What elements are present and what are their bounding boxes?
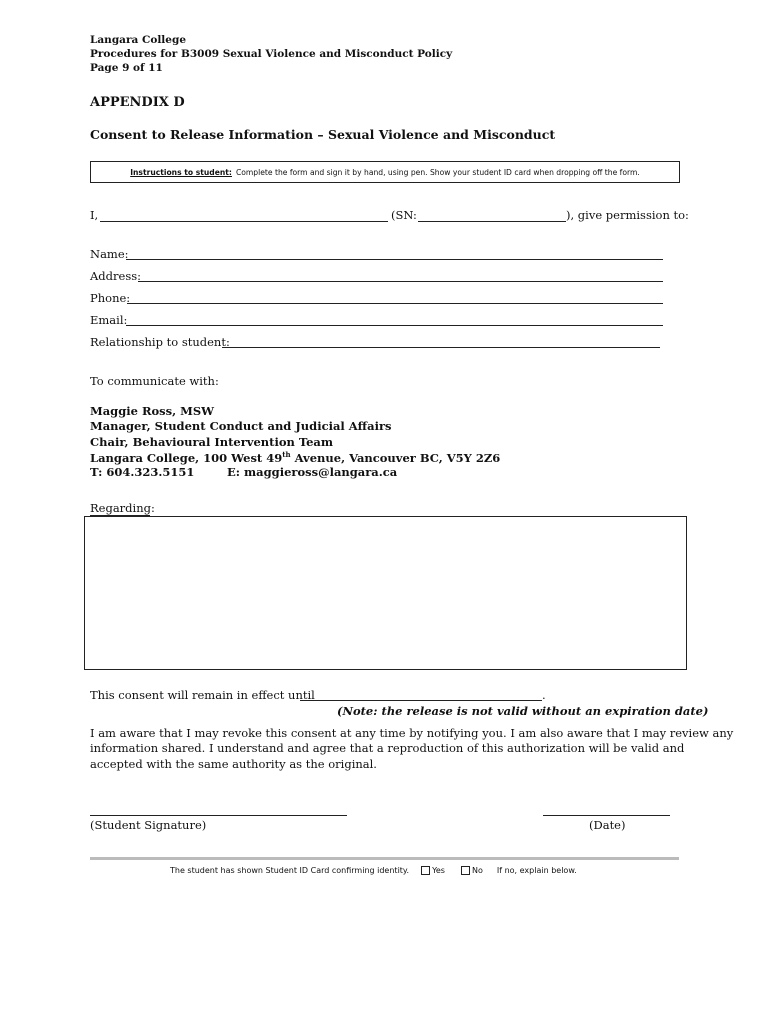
consent-para-2: information shared. I understand and agree that a reproduction of this authorization will be valid and — [90, 741, 685, 755]
header-procedures: Procedures for B3009 Sexual Violence and Misconduct Policy — [90, 48, 453, 60]
recipient-name-field[interactable] — [126, 259, 663, 260]
consent-para-3: accepted with the same authority as the original. — [90, 757, 377, 771]
regarding-textarea[interactable] — [84, 516, 687, 670]
phone-label: Phone: — [90, 291, 131, 305]
student-number-field[interactable] — [418, 221, 566, 222]
relationship-label: Relationship to student: — [90, 335, 230, 349]
recipient-email-field[interactable] — [126, 325, 663, 326]
appendix-title: APPENDIX D — [90, 95, 185, 110]
id-verification-text: The student has shown Student ID Card confirming identity. — [170, 866, 410, 875]
student-signature-label: (Student Signature) — [90, 818, 207, 832]
contact-phone: T: 604.323.5151 — [90, 465, 195, 479]
i-label: I, — [90, 208, 99, 222]
student-signature-field[interactable] — [90, 815, 347, 816]
contact-title: Manager, Student Conduct and Judicial Affairs — [90, 419, 392, 433]
expiration-note: (Note: the release is not valid without an expiration date) — [337, 704, 709, 718]
id-verification-row — [170, 866, 577, 875]
instructions-box — [90, 161, 680, 183]
instructions-label: Instructions to student: — [130, 167, 232, 177]
permission-text: ), give permission to: — [566, 208, 689, 222]
contact-email: E: maggieross@langara.ca — [227, 465, 398, 479]
recipient-address-field[interactable] — [138, 281, 663, 282]
address-label: Address: — [90, 269, 142, 283]
email-label: Email: — [90, 313, 128, 327]
relationship-field[interactable] — [222, 347, 660, 348]
communicate-with-label: To communicate with: — [90, 374, 219, 388]
date-field[interactable] — [543, 815, 670, 816]
expiration-date-field[interactable] — [300, 700, 542, 701]
consent-effect-text: This consent will remain in effect until — [90, 688, 315, 702]
explain-text: If no, explain below. — [496, 866, 577, 875]
instructions-text: Complete the form and sign it by hand, using pen. Show your student ID card when dropping off the form. — [235, 167, 640, 177]
no-label: No — [471, 866, 483, 875]
no-checkbox[interactable] — [461, 866, 470, 875]
yes-label: Yes — [432, 866, 445, 875]
header-college: Langara College — [90, 34, 186, 46]
date-label: (Date) — [589, 818, 626, 832]
yes-checkbox[interactable] — [421, 866, 430, 875]
no-option[interactable] — [461, 866, 483, 875]
contact-address: Langara College, 100 West 49th Avenue, Vancouver BC, V5Y 2Z6 — [90, 450, 501, 465]
name-label: Name: — [90, 247, 129, 261]
contact-role: Chair, Behavioural Intervention Team — [90, 435, 334, 449]
form-title: Consent to Release Information – Sexual Violence and Misconduct — [90, 127, 556, 142]
yes-option[interactable] — [421, 866, 445, 875]
contact-name: Maggie Ross, MSW — [90, 404, 215, 418]
consent-effect-end: . — [542, 688, 546, 702]
student-name-field[interactable] — [100, 221, 388, 222]
regarding-label: Regarding: — [90, 501, 155, 515]
divider — [90, 857, 679, 860]
recipient-phone-field[interactable] — [127, 303, 663, 304]
sn-label: (SN: — [391, 208, 417, 222]
header-page: Page 9 of 11 — [90, 62, 163, 74]
consent-para-1: I am aware that I may revoke this consent at any time by notifying you. I am also aware that I may review any — [90, 726, 734, 740]
